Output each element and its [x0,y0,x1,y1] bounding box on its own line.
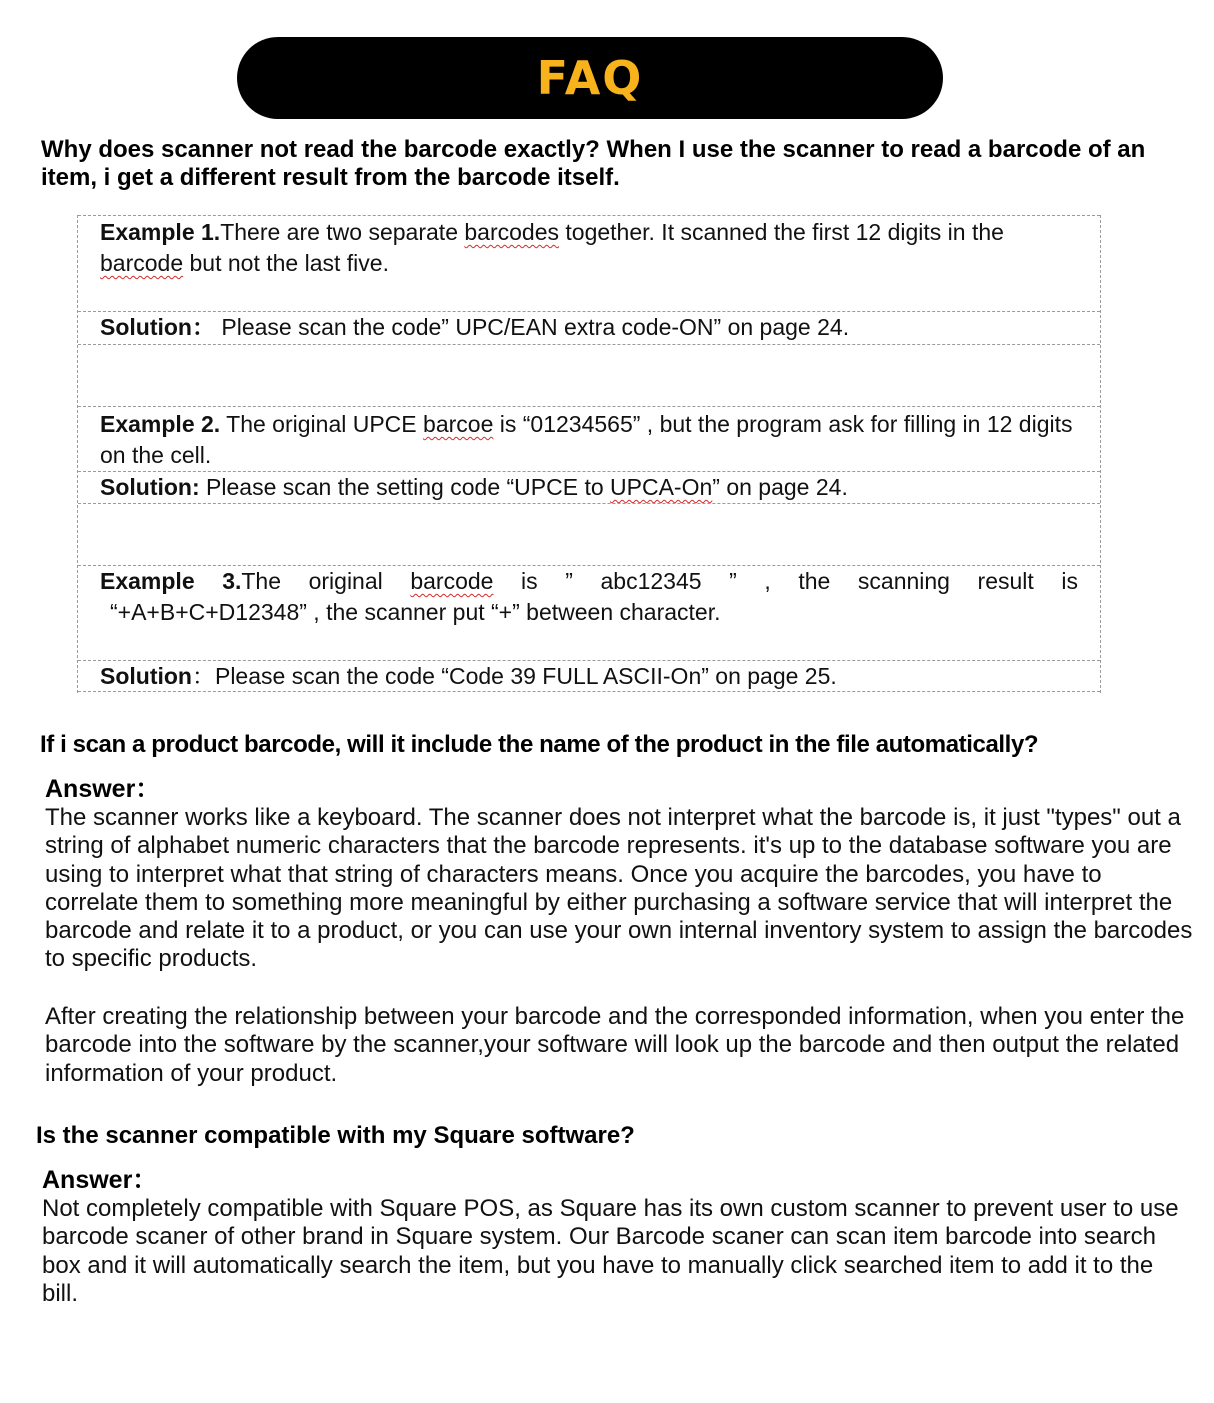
faq-title: FAQ [536,51,644,105]
example-3-text [78,566,1100,628]
example-3-line1: Example 3.The original barcode is ” abc12345 ” , the scanning result is [100,568,1078,594]
table-divider [78,215,1100,216]
answer-paragraph: Not completely compatible with Square POS, as Square has its own custom scanner to prevent user to use barcode scaner of other brand in Square system. Our Barcode scaner can scan item barcode into search box and it will automatically search the item, but you have to manually click searched item to add it to the bill. [42,1195,1179,1307]
question-scanner-misread: Why does scanner not read the barcode exactly? When I use the scanner to read a barcode of an item, i get a different result from the barcode itself. [41,136,1146,191]
example-3-line2: “+A+B+C+D12348” , the scanner put “+” between character. [110,599,721,625]
example-2-text: Example 2. The original UPCE barcoe is “01234565” , but the program ask for filling in 12 digits on the cell. [100,411,1073,468]
answer-paragraph: After creating the relationship between your barcode and the corresponded information, when you enter the barcode into the software by the scanner,your software will look up the barcode and then output the related information of your product. [45,1003,1185,1087]
answer-label: Answer： [42,1166,158,1194]
solution-1-text: Solution： Please scan the code” UPC/EAN extra code-ON” on page 24. [100,314,850,340]
question-product-name: If i scan a product barcode, will it include the name of the product in the file automatically? [40,731,1039,758]
example-1-text: Example 1.There are two separate barcodes together. It scanned the first 12 digits in the barcode but not the last five. [100,219,1004,276]
table-divider [78,503,1100,504]
table-divider [78,691,1100,692]
faq-banner [237,37,943,119]
solution-2-text: Solution: Please scan the setting code “UPCE to UPCA-On” on page 24. [100,474,848,500]
answer-paragraph: The scanner works like a keyboard. The scanner does not interpret what the barcode is, it just "types" out a string of alphabet numeric characters that the barcode represents. it's up to the database software you are using to interpret what that string of characters means. Once you acquire the barcodes, you have to correlate them to something more meaningful by either purchasing a software service that will interpret the barcode and relate it to a product, or you can use your own internal inventory system to assign the barcodes to specific products. [45,804,1193,973]
table-divider [78,344,1100,345]
solution-3-text: Solution：Please scan the code “Code 39 FULL ASCII-On” on page 25. [100,663,837,689]
examples-table [77,215,1101,693]
question-square-compat: Is the scanner compatible with my Square software? [36,1122,635,1149]
answer-label: Answer： [45,775,161,803]
table-divider [78,406,1100,407]
